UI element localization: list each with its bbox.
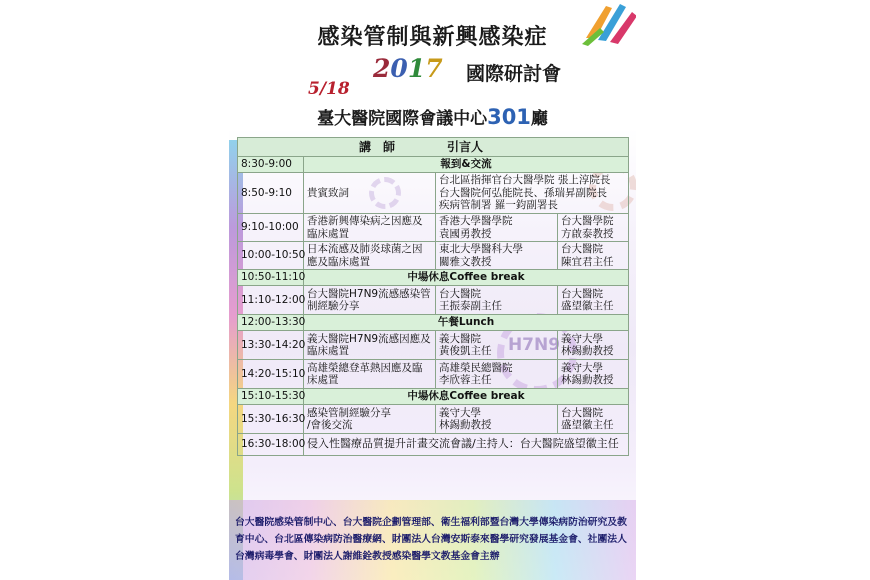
schedule-table	[237, 137, 629, 456]
break-label: 中場休息Coffee break	[304, 270, 629, 286]
table-row: 8:30-9:00 報到&交流	[238, 157, 629, 173]
watermark-text: H7N9	[507, 335, 561, 355]
session-speaker: 香港大學醫學院 袁國勇教授	[436, 214, 558, 242]
break-label: 午餐Lunch	[304, 315, 629, 331]
session-speaker: 台大醫院 王振泰副主任	[436, 286, 558, 315]
session-host: 義守大學 林錫勳教授	[558, 360, 629, 389]
session-topic: 香港新興傳染病之因應及臨床處置	[304, 214, 436, 242]
conference-subtitle: 國際研討會	[466, 63, 562, 85]
conference-year: 2017	[373, 54, 443, 83]
table-row: 9:10-10:00 香港新興傳染病之因應及臨床處置 香港大學醫學院 袁國勇教授 台大醫學院 方啟泰教授	[238, 214, 629, 242]
session-topic: 台大醫院H7N9流感感染管制經驗分享	[304, 286, 436, 315]
venue	[229, 104, 636, 129]
venue-room-number: 301	[487, 105, 531, 129]
session-host: 台大醫院 陳宜君主任	[558, 242, 629, 270]
session-host: 台大醫院 盛望徽主任	[558, 405, 629, 434]
table-row: 10:50-11:10 中場休息Coffee break	[238, 270, 629, 286]
table-row: 8:50-9:10 貴賓致詞 台北區指揮官台大醫學院 張上淳院長 台大醫院何弘能院長、孫瑞昇副院長 疾病管制署 羅一鈞副署長	[238, 173, 629, 214]
session-topic: 侵入性醫療品質提升計畫交流會議/主持人：台大醫院盛望徽主任	[304, 434, 629, 456]
session-speaker: 東北大學醫科大學 關雅文教授	[436, 242, 558, 270]
session-topic: 義大醫院H7N9流感因應及臨床處置	[304, 331, 436, 360]
conference-date: 5/18	[308, 79, 350, 99]
session-topic: 高雄榮總登革熱因應及臨床處置	[304, 360, 436, 389]
table-row: 12:00-13:30 午餐Lunch	[238, 315, 629, 331]
session-host: 台大醫院 盛望徽主任	[558, 286, 629, 315]
speaker-column-header: 講 師	[359, 139, 396, 154]
session-host: 義守大學 林錫勳教授	[558, 331, 629, 360]
table-header-row	[238, 138, 629, 157]
table-row: 16:30-18:00 侵入性醫療品質提升計畫交流會議/主持人：台大醫院盛望徽主任	[238, 434, 629, 456]
table-row: 15:30-16:30 感染管制經驗分享 /會後交流 義守大學 林錫勳教授 台大醫院 盛望徽主任	[238, 405, 629, 434]
break-label: 報到&交流	[304, 157, 629, 173]
venue-name: 臺大醫院國際會議中心	[317, 109, 488, 129]
session-topic: 感染管制經驗分享 /會後交流	[304, 405, 436, 434]
table-row: 15:10-15:30 中場休息Coffee break	[238, 389, 629, 405]
break-label: 中場休息Coffee break	[304, 389, 629, 405]
venue-room-suffix: 廳	[530, 109, 548, 129]
session-speaker: 高雄榮民總醫院 李欣蓉主任	[436, 360, 558, 389]
session-speaker: 義守大學 林錫勳教授	[436, 405, 558, 434]
event-poster	[229, 0, 636, 580]
session-speaker: 義大醫院 黃俊凱主任	[436, 331, 558, 360]
table-row: 14:20-15:10 高雄榮總登革熱因應及臨床處置 高雄榮民總醫院 李欣蓉主任 義守大學 林錫勳教授	[238, 360, 629, 389]
session-topic: 日本流感及肺炎球菌之因應及臨床處置	[304, 242, 436, 270]
session-host: 台大醫學院 方啟泰教授	[558, 214, 629, 242]
table-row: 10:00-10:50 日本流感及肺炎球菌之因應及臨床處置 東北大學醫科大學 關雅文教授 台大醫院 陳宜君主任	[238, 242, 629, 270]
session-speaker: 台北區指揮官台大醫學院 張上淳院長 台大醫院何弘能院長、孫瑞昇副院長 疾病管制署 羅一鈞副署長	[436, 173, 629, 214]
table-row: 13:30-14:20 義大醫院H7N9流感因應及臨床處置 義大醫院 黃俊凱主任 義守大學 林錫勳教授	[238, 331, 629, 360]
conference-title: 感染管制與新興感染症	[317, 24, 548, 50]
organizers-footer: 台大醫院感染管制中心、台大醫院企劃管理部、衛生福利部暨台灣大學傳染病防治研究及教育中心、台北區傳染病防治醫療網、財團法人台灣安斯泰來醫學研究發展基金會、社團法人台灣病毒學會、財團法人謝維銓教授感染醫學文教基金會主辦	[235, 517, 627, 562]
host-column-header: 引言人	[447, 139, 484, 154]
table-row: 11:10-12:00 台大醫院H7N9流感感染管制經驗分享 台大醫院 王振泰副主任 台大醫院 盛望徽主任	[238, 286, 629, 315]
session-topic: 貴賓致詞	[304, 173, 436, 214]
